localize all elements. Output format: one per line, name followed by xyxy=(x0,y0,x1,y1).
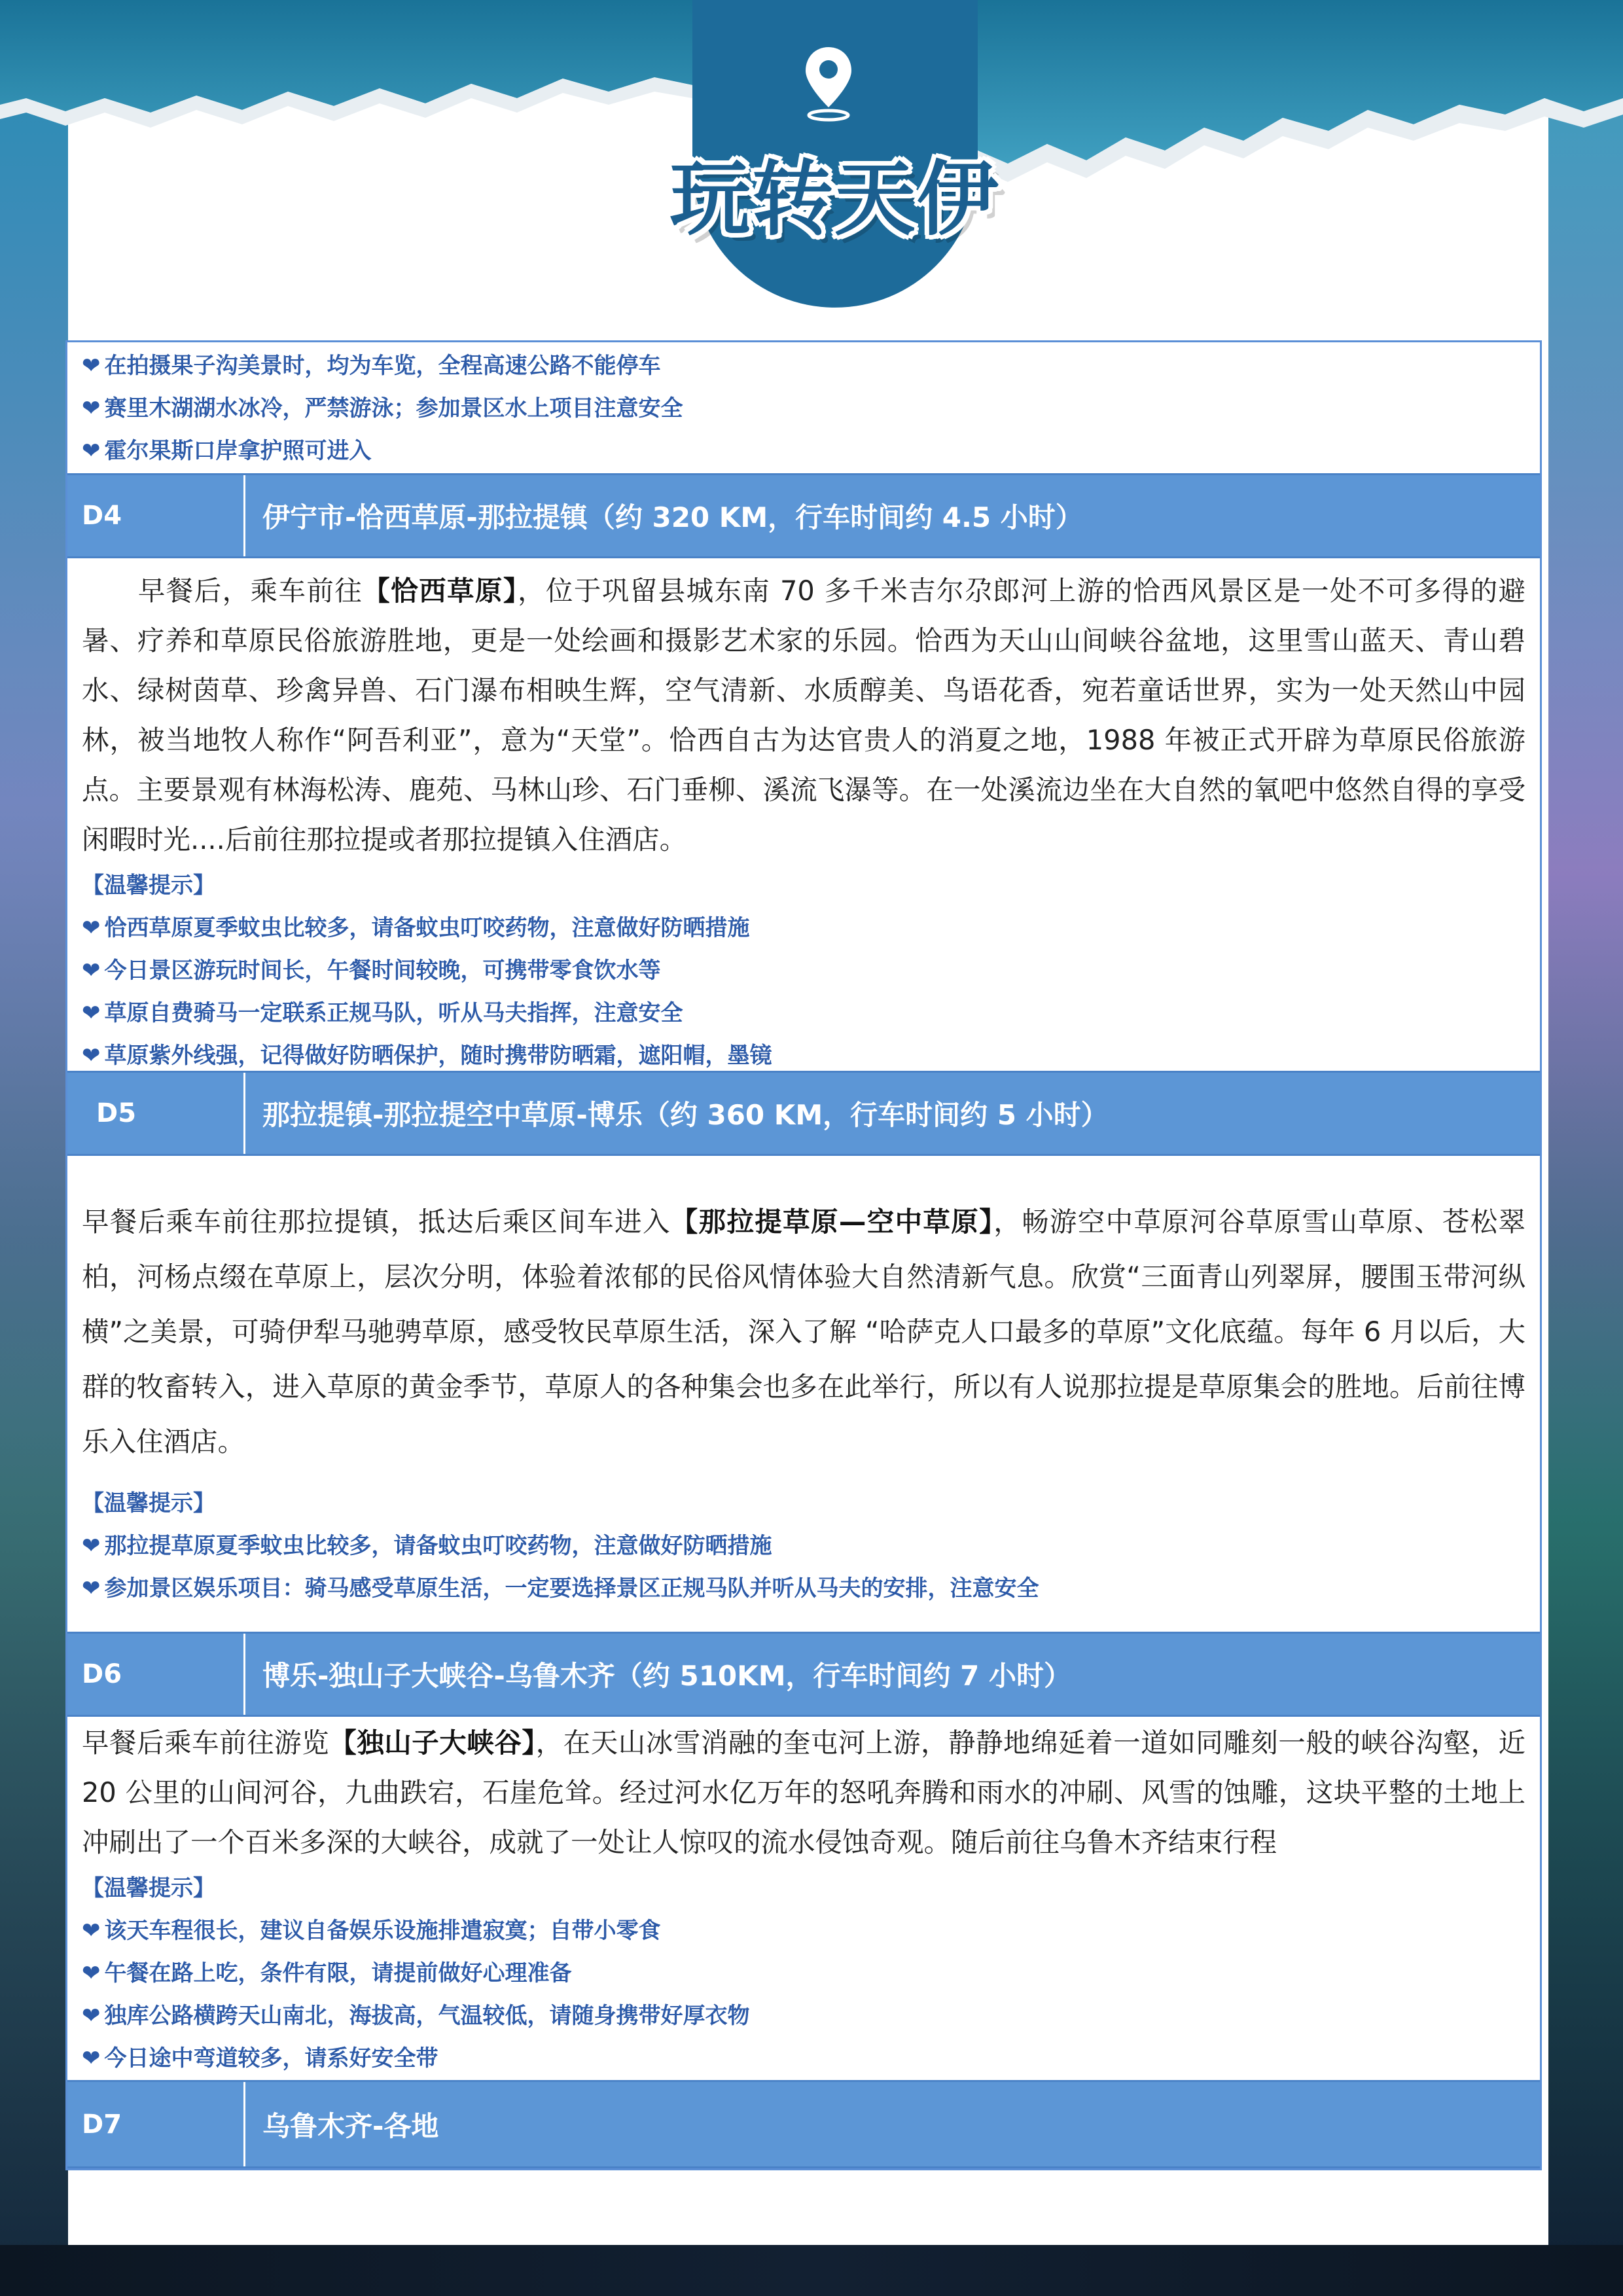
day-route: 博乐-独山子大峡谷-乌鲁木齐（约 510KM，行车时间约 7 小时） xyxy=(262,1660,1071,1692)
heart-icon: ❤ xyxy=(82,1043,101,1069)
day-body-d5 xyxy=(67,1194,1540,1610)
list-item: ❤ 今日途中弯道较多，请系好安全带 xyxy=(82,2045,438,2072)
list-item: ❤ 赛里木湖湖水冰冷，严禁游泳；参加景区水上项目注意安全 xyxy=(82,395,683,422)
day-code: D5 xyxy=(67,1073,245,1154)
map-pin-icon xyxy=(802,45,855,122)
heart-icon: ❤ xyxy=(82,2045,101,2072)
day-header-d7 xyxy=(67,2080,1540,2168)
day-route: 那拉提镇-那拉提空中草原-博乐（约 360 KM，行车时间约 5 小时） xyxy=(262,1099,1109,1131)
day-code: D6 xyxy=(67,1634,245,1715)
day-description: 早餐后，乘车前往【恰西草原】，位于巩留县城东南 70 多千米吉尔尕郎河上游的恰西风景区是一处不可多得的避暑、疗养和草原民俗旅游胜地，更是一处绘画和摄影艺术家的乐园。恰西为天山山间峡谷盆地，这里雪山蓝天、青山碧水、绿树茵草、珍禽异兽、石门瀑布相映生辉，空气清新、水质醇美、鸟语花香，宛若童话世界，实为一处天然山中园林，被当地牧人称作“阿吾利亚”，意为“天堂”。恰西自古为达官贵人的消夏之地，1988 年被正式开辟为草原民俗旅游点。主要景观有林海松涛、鹿苑、马林山珍、石门垂柳、溪流飞瀑等。在一处溪流边坐在大自然的氧吧中悠然自得的享受闲暇时光....后前往那拉提或者那拉提镇入住酒店。 xyxy=(82,575,1525,855)
day-route: 乌鲁木齐-各地 xyxy=(262,2109,439,2142)
heart-icon: ❤ xyxy=(82,2003,101,2029)
heart-icon: ❤ xyxy=(82,958,101,984)
list-item: ❤ 草原自费骑马一定联系正规马队，听从马夫指挥，注意安全 xyxy=(82,1000,683,1026)
tips-heading: 【温馨提示】 xyxy=(82,872,215,899)
list-item: ❤ 独库公路横跨天山南北，海拔高，气温较低，请随身携带好厚衣物 xyxy=(82,2003,750,2029)
day-header-d5 xyxy=(67,1071,1540,1156)
list-item: ❤ 恰西草原夏季蚊虫比较多，请备蚊虫叮咬药物，注意做好防晒措施 xyxy=(82,915,750,941)
day-body-d4 xyxy=(67,566,1540,1077)
itinerary-table xyxy=(65,340,1542,2170)
heart-icon: ❤ xyxy=(82,1960,101,1986)
bottom-background-band xyxy=(0,2245,1623,2296)
list-item: ❤ 午餐在路上吃，条件有限，请提前做好心理准备 xyxy=(82,1960,572,1986)
heart-icon: ❤ xyxy=(82,438,101,464)
tips-heading: 【温馨提示】 xyxy=(82,1490,215,1516)
day-header-d4 xyxy=(67,473,1540,558)
day-code: D4 xyxy=(67,475,245,556)
list-item: ❤ 参加景区娱乐项目：骑马感受草原生活，一定要选择景区正规马队并听从马夫的安排，注意安全 xyxy=(82,1575,1039,1602)
list-item: ❤ 今日景区游玩时间长，午餐时间较晚，可携带零食饮水等 xyxy=(82,958,661,984)
list-item: ❤ 草原紫外线强，记得做好防晒保护，随时携带防晒霜，遮阳帽，墨镜 xyxy=(82,1043,772,1069)
day-body-d6 xyxy=(67,1718,1540,2080)
right-background-strip xyxy=(1548,0,1623,2296)
list-item: ❤ 该天车程很长，建议自备娱乐设施排遣寂寞；自带小零食 xyxy=(82,1918,661,1944)
tips-heading: 【温馨提示】 xyxy=(82,1875,215,1901)
page-title: 玩转天伊 xyxy=(669,152,999,247)
left-background-strip xyxy=(0,0,72,2296)
heart-icon: ❤ xyxy=(82,1575,101,1602)
list-item: ❤ 那拉提草原夏季蚊虫比较多，请备蚊虫叮咬药物，注意做好防晒措施 xyxy=(82,1533,772,1559)
heart-icon: ❤ xyxy=(82,395,101,422)
day-description: 早餐后乘车前往游览【独山子大峡谷】，在天山冰雪消融的奎屯河上游，静静地绵延着一道如同雕刻一般的峡谷沟壑，近 20 公里的山间河谷，九曲跌宕，石崖危耸。经过河水亿万年的怒吼奔腾和雨水的冲刷、风雪的蚀雕，这块平整的土地上冲刷出了一个百米多深的大峡谷，成就了一处让人惊叹的流水侵蚀奇观。随后前往乌鲁木齐结束行程 xyxy=(82,1727,1525,1858)
heart-icon: ❤ xyxy=(82,915,101,941)
heart-icon: ❤ xyxy=(82,1533,101,1559)
heart-icon: ❤ xyxy=(82,1918,101,1944)
intro-tips xyxy=(67,345,1540,473)
day-code: D7 xyxy=(67,2082,245,2166)
day-description: 早餐后乘车前往那拉提镇，抵达后乘区间车进入【那拉提草原—空中草原】，畅游空中草原河谷草原雪山草原、苍松翠柏，河杨点缀在草原上，层次分明，体验着浓郁的民俗风情体验大自然清新气息。欣赏“三面青山列翠屏，腰围玉带河纵横”之美景，可骑伊犁马驰骋草原，感受牧民草原生活，深入了解 “哈萨克人口最多的草原”文化底蕴。每年 6 月以后，大群的牧畜转入，进入草原的黄金季节，草原人的各种集会也多在此举行，所以有人说那拉提是草原集会的胜地。后前往博乐入住酒店。 xyxy=(82,1206,1525,1458)
heart-icon: ❤ xyxy=(82,1000,101,1026)
day-route: 伊宁市-恰西草原-那拉提镇（约 320 KM，行车时间约 4.5 小时） xyxy=(262,501,1083,533)
list-item: ❤ 霍尔果斯口岸拿护照可进入 xyxy=(82,438,372,464)
heart-icon: ❤ xyxy=(82,353,101,379)
list-item: ❤ 在拍摄果子沟美景时，均为车览，全程高速公路不能停车 xyxy=(82,353,661,379)
day-header-d6 xyxy=(67,1632,1540,1717)
